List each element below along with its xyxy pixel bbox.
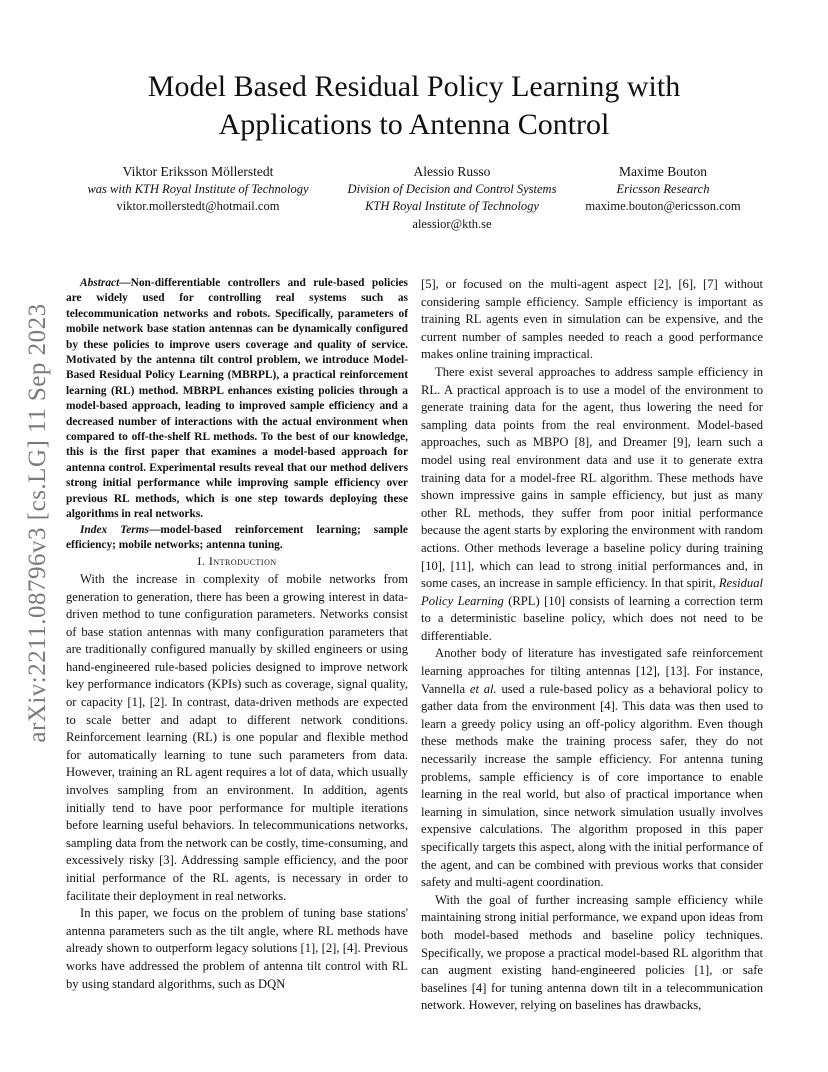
arxiv-identifier-text: arXiv:2211.08796v3 [cs.LG] 11 Sep 2023 [24,303,51,743]
emphasis-text: Residual Policy Learning [421,576,763,608]
author-email: alessior@kth.se [412,216,492,231]
paragraph-text: There exist several approaches to address sample efficiency in RL. A practical approach is to use a model of the environment to generate training data for the agent, thus lowering the need for sampling data points from the real environment. Model-based approaches, such as MBPO [8], and Dreamer [9], learn such a model using real environment data and use it to generate extra training data for a model-free RL algorithm. These methods have shown impressive gains in sample efficiency, but just as many other RL methods, they suffer from poor initial performance because the agent starts by exploring the environment with random actions. Other methods leverage a baseline policy during training [10], [11], which can lead to strong initial performances and, in some cases, an increase in sample efficiency. In that spirit, [421,364,763,591]
paragraph: With the increase in complexity of mobile networks from generation to generation, there has been a growing interest in data-driven method to tune configuration parameters. Networks consist of base station antennas with many configuration parameters that are traditionally configured manually by skilled engineers or using hand-engineered rule-based policies designed to improve network key performance indicators (KPIs) such as coverage, signal quality, or capacity [1], [2]. In contrast, data-driven methods are expected to scale better and adapt to different network conditions. Reinforcement learning (RL) is one popular and flexible method for automatically learning to tune such parameters from data. However, training an RL agent requires a lot of data, which usually involves sampling from an environment. In addition, agents initially tend to have poor performance for multiple iterations before learning useful behaviors. In telecommunications networks, sampling data from the network can be costly, time-consuming, and excessively risky [3]. Addressing sample efficiency, and the poor initial performance of the RL agents, is necessary in order to facilitate their deployment in real networks. [66,571,408,903]
author-block-3 [570,163,756,216]
paragraph [421,364,763,646]
section-heading-introduction [66,553,408,571]
title-line-2: Applications to Antenna Control [218,108,610,141]
emphasis-text: et al. [469,681,497,696]
paragraph: With the goal of further increasing sample efficiency while maintaining strong initial performance, we expand upon ideas from both model-based methods and baseline policy techniques. Specifically, we propose a practical model-based RL algorithm that can augment existing hand-engineered policies [1], or safe baselines [4] for tuning antenna down tilt in a telecommunication network. However, relying on baselines has drawbacks, [421,892,763,1013]
arxiv-identifier [20,288,56,758]
section-title: Introduction [208,554,277,569]
author-block-1 [62,163,334,216]
author-affiliation: Division of Decision and Control Systems [347,181,557,196]
author-email: maxime.bouton@ericsson.com [585,199,741,213]
paragraph-text: (RPL) [10] consists of learning a correction term to a deterministic baseline policy, which does not need to be differentiable. [421,593,763,643]
paragraph [421,645,763,891]
author-block-2 [334,163,570,233]
author-affiliation: KTH Royal Institute of Technology [365,199,539,213]
author-name: Alessio Russo [413,164,491,179]
author-name: Maxime Bouton [618,164,708,179]
paragraph: In this paper, we focus on the problem of tuning base stations' antenna parameters such as the tilt angle, where RL methods have already shown to outperform legacy solutions [1], [2], [4]. Previous works have addressed the problem of antenna tilt control with RL by using standard algorithms, such as DQN [66,906,408,991]
paragraph: [5], or focused on the multi-agent aspect [2], [6], [7] without considering sample efficiency. Sample efficiency is important as training RL agents even in simulation can be expensive, and the current number of samples needed to reach a good performance makes online training impractical. [421,277,763,362]
title-line-1: Model Based Residual Policy Learning with [147,70,681,103]
paragraph-text: Another body of literature has investigated safe reinforcement learning approaches for tilting antennas [12], [13]. For instance, Vannella [421,646,763,696]
author-affiliation: Ericsson Research [616,181,710,196]
abstract [66,276,408,523]
author-name: Viktor Eriksson Möllerstedt [122,164,274,179]
right-column [421,276,763,1015]
paragraph-text: used a rule-based policy as a behavioral policy to gather data from the environment [4]. This data was then used to learn a greedy policy using an off-policy algorithm. Even though these methods make the training process safer, they do not necessarily increase the sample efficiency. For antenna tuning problems, sample efficiency is of core importance to enable learning in the real world, but also of practical importance when learning in simulation, since network simulation usually involves expensive calculations. The algorithm proposed in this paper specifically targets this aspect, along with the initial performance of the agent, and can be combined with previous works that consider safety and multi-agent coordination. [421,681,763,890]
section-number: I. [197,554,209,569]
index-terms-text: —model-based reinforcement learning; sample efficiency; mobile networks; antenna tuning. [66,523,408,551]
abstract-lead: Abstract [80,277,120,289]
abstract-text: —Non-differentiable controllers and rule-based policies are widely used for controlling real systems such as telecommunication networks and robots. Specifically, parameters of mobile network base station antennas can be dynamically configured by these policies to improve users coverage and quality of service. Motivated by the antenna tilt control problem, we introduce Model-Based Residual Policy Learning (MBRPL), a practical reinforcement learning (RL) method. MBRPL enhances existing policies through a model-based approach, leading to improved sample efficiency and a decreased number of interactions with the actual environment when compared to off-the-shelf RL methods. To the best of our knowledge, this is the first paper that examines a model-based approach for antenna control. Experimental results reveal that our method delivers strong initial performance while improving sample efficiency over previous RL methods, which is one step towards deploying these algorithms in real networks. [66,277,408,521]
index-terms-lead: Index Terms [80,523,149,536]
author-email: viktor.mollerstedt@hotmail.com [116,199,280,213]
paper-title [80,68,748,144]
left-column [66,276,408,993]
index-terms [66,523,408,554]
author-affiliation: was with KTH Royal Institute of Technology [87,181,309,196]
